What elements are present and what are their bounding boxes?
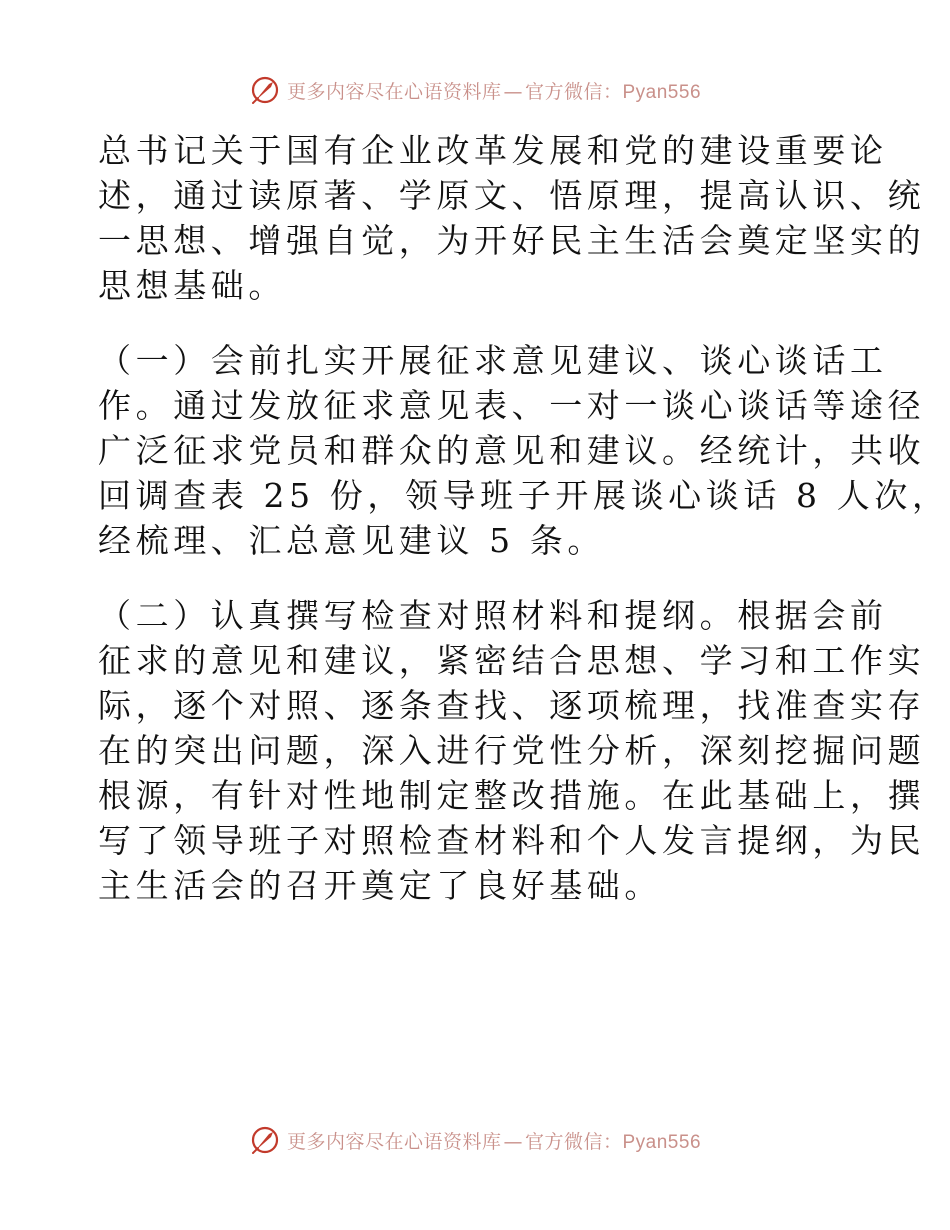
watermark-dash: — [503,1130,523,1153]
watermark-text [287,1127,701,1154]
quill-logo-icon [249,1124,281,1156]
section-heading-line: （一）会前扎实开展征求意见建议、谈心谈话工 [98,341,888,380]
text-line: 回调查表 25 份，领导班子开展谈心谈话 8 人次， [98,476,950,515]
text-line: 主生活会的召开奠定了良好基础。 [98,866,662,905]
text-line: 思想基础。 [98,266,286,305]
text-line: 作。通过发放征求意见表、一对一谈心谈话等途径 [98,386,926,425]
document-body [98,128,950,908]
text-line: 经梳理、汇总意见建议 5 条。 [98,521,605,560]
text-line: 写了领导班子对照检查材料和个人发言提纲，为民 [98,821,926,860]
paragraph-1 [98,128,926,308]
text-line: 述，通过读原著、学原文、悟原理，提高认识、统 [98,176,926,215]
quill-logo-icon [249,74,281,106]
watermark-text [287,77,701,104]
paragraph-3 [98,593,926,908]
header-watermark [0,72,950,108]
watermark-official: 官方微信： [524,1130,623,1153]
footer-watermark [0,1122,950,1158]
text-line: 一思想、增强自觉，为开好民主生活会奠定坚实的 [98,221,926,260]
text-line: 总书记关于国有企业改革发展和党的建设重要论 [98,131,888,170]
watermark-brand: 更多内容尽在心语资料库 [286,80,502,103]
text-line: 际，逐个对照、逐条查找、逐项梳理，找准查实存 [98,686,926,725]
watermark-official: 官方微信： [524,80,623,103]
text-line: 征求的意见和建议，紧密结合思想、学习和工作实 [98,641,926,680]
text-line: 根源，有针对性地制定整改措施。在此基础上，撰 [98,776,926,815]
watermark-account: Pyan556 [622,1131,702,1153]
paragraph-2 [98,338,950,563]
watermark-dash: — [503,80,523,103]
section-heading-line: （二）认真撰写检查对照材料和提纲。根据会前 [98,596,888,635]
watermark-account: Pyan556 [622,81,702,103]
watermark-brand: 更多内容尽在心语资料库 [286,1130,502,1153]
text-line: 广泛征求党员和群众的意见和建议。经统计，共收 [98,431,926,470]
text-line: 在的突出问题，深入进行党性分析，深刻挖掘问题 [98,731,926,770]
